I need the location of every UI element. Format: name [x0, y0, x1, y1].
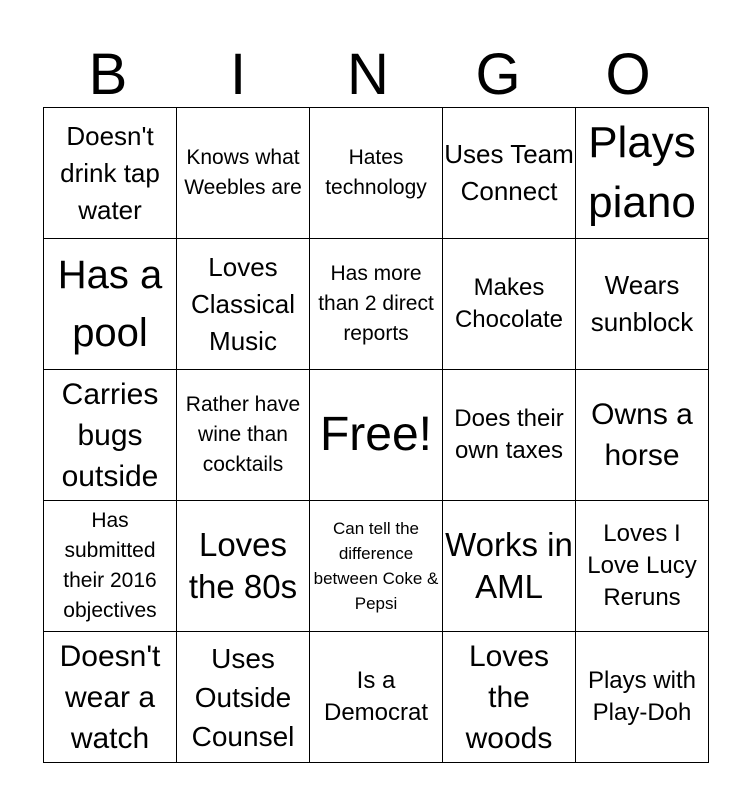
bingo-cell[interactable]: Loves Classical Music [177, 239, 310, 370]
header-letter-g: G [475, 42, 521, 107]
board-row-1 [44, 108, 709, 239]
bingo-cell[interactable]: Carries bugs outside [44, 370, 177, 501]
bingo-cell[interactable]: Has more than 2 direct reports [310, 239, 443, 370]
bingo-cell[interactable]: Knows what Weebles are [177, 108, 310, 239]
board-row-3 [44, 370, 709, 501]
header-letter-n: N [347, 42, 389, 107]
bingo-cell[interactable]: Plays with Play-Doh [576, 632, 709, 763]
bingo-cell[interactable]: Uses Outside Counsel [177, 632, 310, 763]
bingo-cell[interactable]: Wears sunblock [576, 239, 709, 370]
bingo-cell[interactable]: Rather have wine than cocktails [177, 370, 310, 501]
board-row-4 [44, 501, 709, 632]
bingo-cell[interactable]: Loves the woods [443, 632, 576, 763]
bingo-cell[interactable]: Does their own taxes [443, 370, 576, 501]
header-letter-o: O [605, 42, 651, 107]
free-space[interactable]: Free! [310, 370, 443, 501]
bingo-cell[interactable]: Doesn't wear a watch [44, 632, 177, 763]
bingo-header [43, 44, 693, 106]
bingo-cell[interactable]: Has submitted their 2016 objectives [44, 501, 177, 632]
bingo-cell[interactable]: Loves the 80s [177, 501, 310, 632]
header-letter-i: I [229, 42, 247, 107]
board-row-2 [44, 239, 709, 370]
bingo-cell[interactable]: Works in AML [443, 501, 576, 632]
bingo-cell[interactable]: Plays piano [576, 108, 709, 239]
header-letter-b: B [88, 42, 128, 107]
bingo-cell[interactable]: Uses Team Connect [443, 108, 576, 239]
bingo-cell[interactable]: Doesn't drink tap water [44, 108, 177, 239]
board-row-5 [44, 632, 709, 763]
bingo-cell[interactable]: Owns a horse [576, 370, 709, 501]
bingo-cell[interactable]: Is a Democrat [310, 632, 443, 763]
bingo-cell[interactable]: Loves I Love Lucy Reruns [576, 501, 709, 632]
bingo-cell[interactable]: Makes Chocolate [443, 239, 576, 370]
bingo-cell[interactable]: Hates technology [310, 108, 443, 239]
bingo-cell[interactable]: Has a pool [44, 239, 177, 370]
bingo-cell[interactable]: Can tell the difference between Coke & Pepsi [310, 501, 443, 632]
bingo-board [43, 107, 709, 763]
